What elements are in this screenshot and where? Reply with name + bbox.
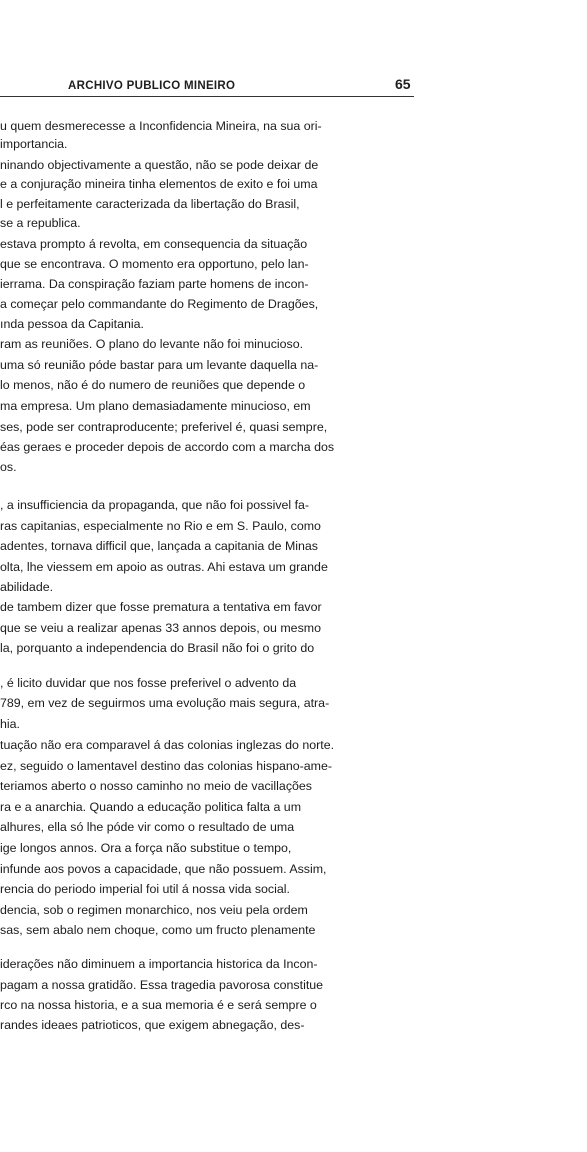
text-line: que se veiu a realizar apenas 33 annos depois, ou mesmo (0, 621, 321, 635)
text-line: ierrama. Da conspiração faziam parte homens de incon- (0, 277, 309, 291)
text-line: randes ideaes patrioticos, que exigem abnegação, des- (0, 1018, 305, 1032)
text-line: ige longos annos. Ora a força não substitue o tempo, (0, 841, 292, 855)
text-line: pagam a nossa gratidão. Essa tragedia pavorosa constitue (0, 978, 324, 992)
text-line: ras capitanias, especialmente no Rio e em S. Paulo, como (0, 519, 321, 533)
text-line: ez, seguido o lamentavel destino das colonias hispano-ame- (0, 759, 332, 773)
text-line: ses, pode ser contraproducente; preferivel é, quasi sempre, (0, 420, 328, 434)
text-line: alhures, ella só lhe póde vir como o resultado de uma (0, 820, 295, 834)
text-line: infunde aos povos a capacidade, que não possuem. Assim, (0, 862, 327, 876)
text-line: rco na nossa historia, e a sua memoria é e será sempre o (0, 998, 317, 1012)
text-line: olta, lhe viessem em apoio as outras. Ahi estava um grande (0, 560, 328, 574)
text-line (0, 478, 587, 495)
text-line: iderações não diminuem a importancia historica da Incon- (0, 957, 318, 971)
text-line: importancia. (0, 137, 68, 151)
text-line: ra e a anarchia. Quando a educação politica falta a um (0, 800, 302, 814)
text-line: se a republica. (0, 216, 81, 230)
text-line: , a insufficiencia da propaganda, que não foi possivel fa- (0, 498, 310, 512)
text-line: ram as reuniões. O plano do levante não foi minucioso. (0, 337, 304, 351)
header-title: ARCHIVO PUBLICO MINEIRO (68, 80, 236, 92)
text-line: os. (0, 460, 17, 474)
text-line: hia. (0, 717, 20, 731)
text-line: éas geraes e proceder depois de accordo com a marcha dos (0, 440, 335, 454)
text-line: ında pessoa da Capitania. (0, 317, 144, 331)
text-line: estava prompto á revolta, em consequencia da situação (0, 237, 308, 251)
text-line: sas, sem abalo nem choque, como um fructo plenamente (0, 923, 316, 937)
text-line: e a conjuração mineira tinha elementos de exito e foi uma (0, 177, 318, 191)
text-line: de tambem dizer que fosse prematura a tentativa em favor (0, 600, 322, 614)
text-line: adentes, tornava difficil que, lançada a capitania de Minas (0, 539, 319, 553)
text-line (0, 940, 587, 957)
text-line: rencia do periodo imperial foi util á nossa vida social. (0, 882, 290, 896)
text-line: abilidade. (0, 580, 54, 594)
text-line: tuação não era comparavel á das colonias inglezas do norte. (0, 738, 335, 752)
text-line: l e perfeitamente caracterizada da libertação do Brasil, (0, 197, 300, 211)
text-line: uma só reunião póde bastar para um levante daquella na- (0, 358, 319, 372)
text-line: dencia, sob o regimen monarchico, nos veiu pela ordem (0, 903, 308, 917)
text-line: u quem desmerecesse a Inconfidencia Mineira, na sua ori- (0, 119, 322, 133)
text-line: la, porquanto a independencia do Brasil não foi o grito do (0, 641, 315, 655)
text-line: que se encontrava. O momento era opportuno, pelo lan- (0, 257, 309, 271)
page-number: 65 (395, 76, 411, 92)
text-line: ninando objectivamente a questão, não se pode deixar de (0, 158, 319, 172)
text-line: a começar pelo commandante do Regimento de Dragões, (0, 297, 319, 311)
text-line (0, 658, 587, 675)
text-line: , é licito duvidar que nos fosse preferivel o advento da (0, 676, 297, 690)
running-header (0, 0, 587, 100)
text-line: lo menos, não é do numero de reuniões que depende o (0, 378, 306, 392)
text-line: 789, em vez de seguirmos uma evolução mais segura, atra- (0, 696, 330, 710)
header-rule (0, 96, 414, 97)
text-line: ma empresa. Um plano demasiadamente minucioso, em (0, 399, 311, 413)
text-line: teriamos aberto o nosso caminho no meio de vacillações (0, 779, 312, 793)
